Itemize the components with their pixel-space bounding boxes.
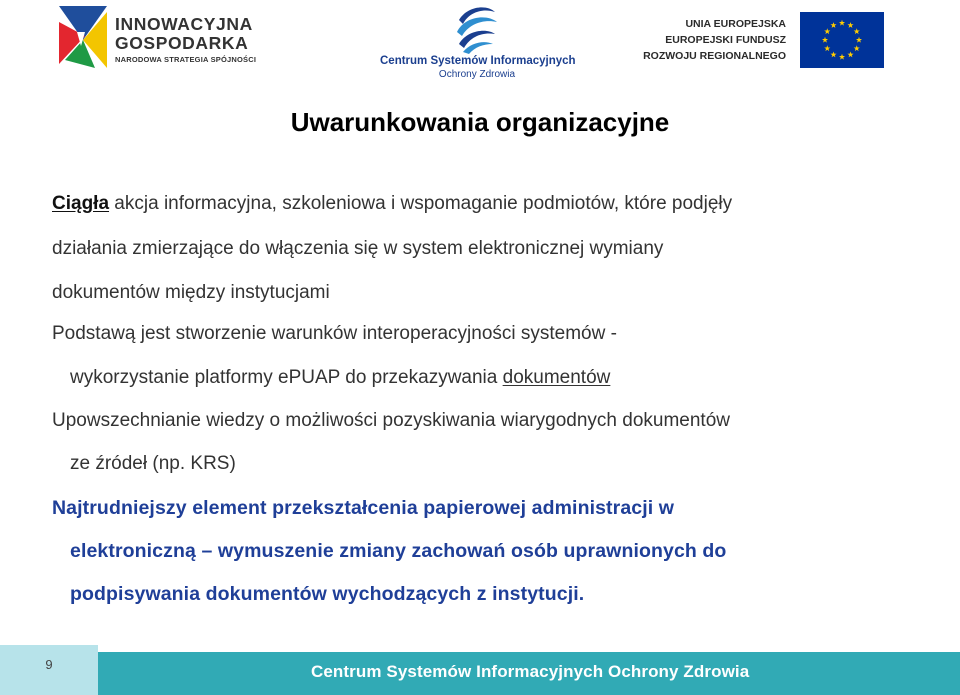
paragraph-4-line-2: elektroniczną – wymuszenie zmiany zachowań osób uprawnionych do bbox=[70, 540, 727, 562]
eu-star-icon bbox=[854, 28, 860, 34]
page-number: 9 bbox=[45, 657, 53, 672]
paragraph-1-line-2: działania zmierzające do włączenia się w system elektronicznej wymiany bbox=[52, 238, 664, 259]
eu-star-icon bbox=[839, 20, 845, 26]
logo-left-line3: NARODOWA STRATEGIA SPÓJNOŚCI bbox=[115, 55, 257, 64]
paragraph-3-line-2: ze źródeł (np. KRS) bbox=[70, 453, 236, 474]
eu-star-icon bbox=[839, 54, 845, 60]
innowacyjna-gospodarka-emblem-icon bbox=[55, 2, 111, 72]
paragraph-4-line-3: podpisywania dokumentów wychodzących z instytucji. bbox=[70, 583, 585, 605]
logo-center-line1: Centrum Systemów Informacyjnych bbox=[380, 55, 576, 67]
paragraph-4-line-1: Najtrudniejszy element przekształcenia papierowej administracji w bbox=[52, 497, 675, 519]
eu-star-icon bbox=[847, 22, 853, 28]
paragraph-1-lead-word: Ciągła bbox=[52, 193, 110, 214]
eu-star-icon bbox=[824, 28, 830, 34]
paragraph-1-line-1-rest: akcja informacyjna, szkoleniowa i wspomaganie podmiotów, które podjęły bbox=[109, 193, 733, 214]
slide-title: Uwarunkowania organizacyjne bbox=[290, 107, 670, 137]
paragraph-1-line-1 bbox=[52, 193, 732, 215]
eu-star-icon bbox=[830, 22, 836, 28]
logo-right-line2: EUROPEJSKI FUNDUSZ bbox=[665, 34, 786, 46]
eu-star-icon bbox=[830, 52, 836, 58]
paragraph-2-line-1: Podstawą jest stworzenie warunków interoperacyjności systemów - bbox=[52, 323, 617, 344]
eu-flag-icon bbox=[800, 12, 884, 68]
logo-right-line1: UNIA EUROPEJSKA bbox=[685, 18, 786, 30]
eu-fund-logo bbox=[643, 12, 884, 70]
eu-star-icon bbox=[854, 45, 860, 51]
logo-center-line2: Ochrony Zdrowia bbox=[438, 69, 516, 80]
footer-bar bbox=[98, 652, 960, 695]
paragraph-2-line-2-text: wykorzystanie platformy ePUAP do przekazywania bbox=[70, 367, 503, 388]
csioz-swirl-icon bbox=[453, 2, 499, 54]
paragraph-2-underlined-word: dokumentów bbox=[502, 367, 611, 388]
paragraph-3-line-1: Upowszechnianie wiedzy o możliwości pozyskiwania wiarygodnych dokumentów bbox=[52, 410, 730, 431]
page-number-box bbox=[0, 645, 98, 695]
innowacyjna-gospodarka-logo bbox=[55, 0, 265, 76]
eu-star-icon bbox=[824, 45, 830, 51]
logo-left-line1: INNOWACYJNA bbox=[115, 14, 253, 34]
eu-star-icon bbox=[847, 52, 853, 58]
eu-star-icon bbox=[822, 37, 828, 43]
logo-left-line2: GOSPODARKA bbox=[115, 33, 249, 53]
footer-text: Centrum Systemów Informacyjnych Ochrony Zdrowia bbox=[311, 662, 750, 681]
csioz-logo bbox=[380, 0, 574, 82]
logo-right-line3: ROZWOJU REGIONALNEGO bbox=[643, 50, 786, 62]
paragraph-1-line-3: dokumentów między instytucjami bbox=[52, 282, 330, 303]
paragraph-2-line-2 bbox=[70, 367, 610, 389]
eu-stars-icon bbox=[800, 12, 884, 68]
eu-star-icon bbox=[856, 37, 862, 43]
